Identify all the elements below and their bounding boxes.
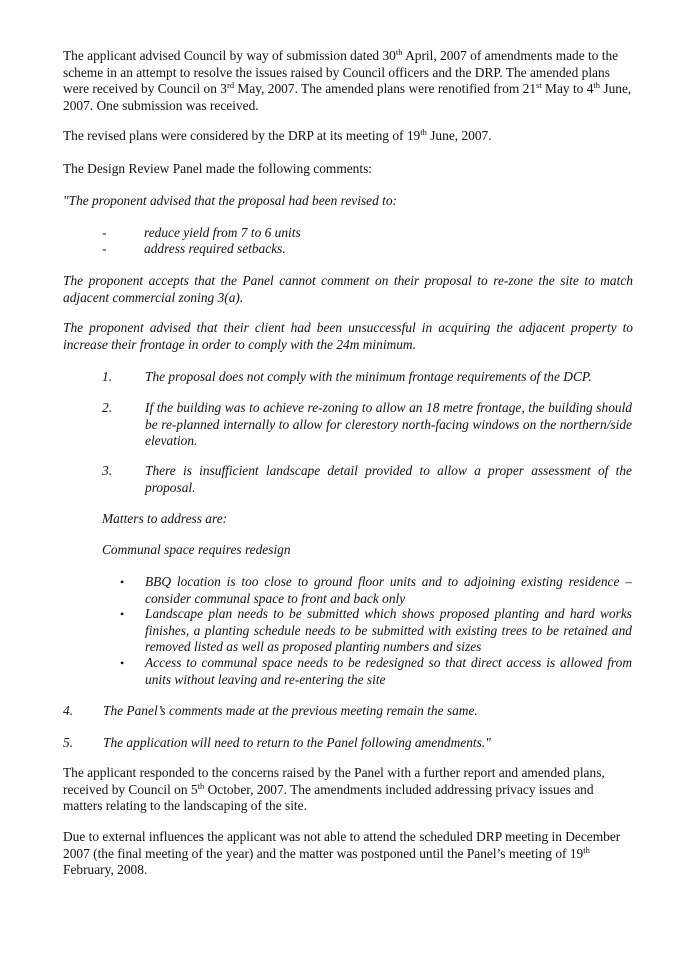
dash-list-item: - address required setbacks. — [102, 241, 286, 256]
communal-heading: Communal space requires redesign — [102, 542, 291, 557]
numbered-item: 5. The application will need to return to the Panel following amendments." — [63, 735, 491, 750]
paragraph-submission: The applicant advised Council by way of submission dated 30th April, 2007 of amendments made to the scheme in an attempt to resolve the issues raised by Council officers and the DRP. The amended plans were received by Council on 3rd May, 2007. The amended plans were renotified from 21st May to 4th June, 2007. One submission was received. — [63, 47, 632, 113]
matters-heading: Matters to address are: — [102, 511, 228, 526]
quote-paragraph-rezone: The proponent accepts that the Panel cannot comment on their proposal to re-zone the site to match adjacent commercial zoning 3(a). — [63, 273, 633, 305]
numbered-item: 4. The Panel’s comments made at the previous meeting remain the same. — [63, 703, 478, 718]
bullet-item: • Landscape plan needs to be submitted which shows proposed planting and hard works finishes, a planting schedule needs to be submitted with existing trees to be retained and removed listed as well as proposed planting numbers and sizes — [120, 606, 632, 655]
bullet-item: • BBQ location is too close to ground floor units and to adjoining existing residence – consider communal space to front and back only — [120, 574, 632, 606]
paragraph-postponed: Due to external influences the applicant was not able to attend the scheduled DRP meeting in December 2007 (the final meeting of the year) and the matter was postponed until the Panel’s meeting of 19th February, 2008. — [63, 829, 621, 878]
dash-list-item: - reduce yield from 7 to 6 units — [102, 225, 301, 240]
numbered-item: 1. The proposal does not comply with the minimum frontage requirements of the DCP. — [102, 369, 592, 384]
numbered-item: 2. If the building was to achieve re-zoning to allow an 18 metre frontage, the building should be re-planned internally to allow for clerestory north-facing windows on the northern/side elevation. — [102, 400, 632, 449]
quote-paragraph-frontage: The proponent advised that their client had been unsuccessful in acquiring the adjacent property to increase their frontage in order to comply with the 24m minimum. — [63, 320, 633, 352]
bullet-item: • Access to communal space needs to be redesigned so that direct access is allowed from units without leaving and re-entering the site — [120, 655, 632, 687]
numbered-item: 3. There is insufficient landscape detail provided to allow a proper assessment of the proposal. — [102, 463, 632, 495]
paragraph-drp-meeting: The revised plans were considered by the DRP at its meeting of 19th June, 2007. — [63, 127, 492, 143]
paragraph-panel-comments: The Design Review Panel made the following comments: — [63, 161, 373, 176]
paragraph-applicant-response: The applicant responded to the concerns raised by the Panel with a further report and amended plans, received by Council on 5th October, 2007. The amendments included addressing privacy issues and matters relating to the landscaping of the site. — [63, 765, 605, 814]
quote-intro: "The proponent advised that the proposal had been revised to: — [63, 193, 398, 208]
